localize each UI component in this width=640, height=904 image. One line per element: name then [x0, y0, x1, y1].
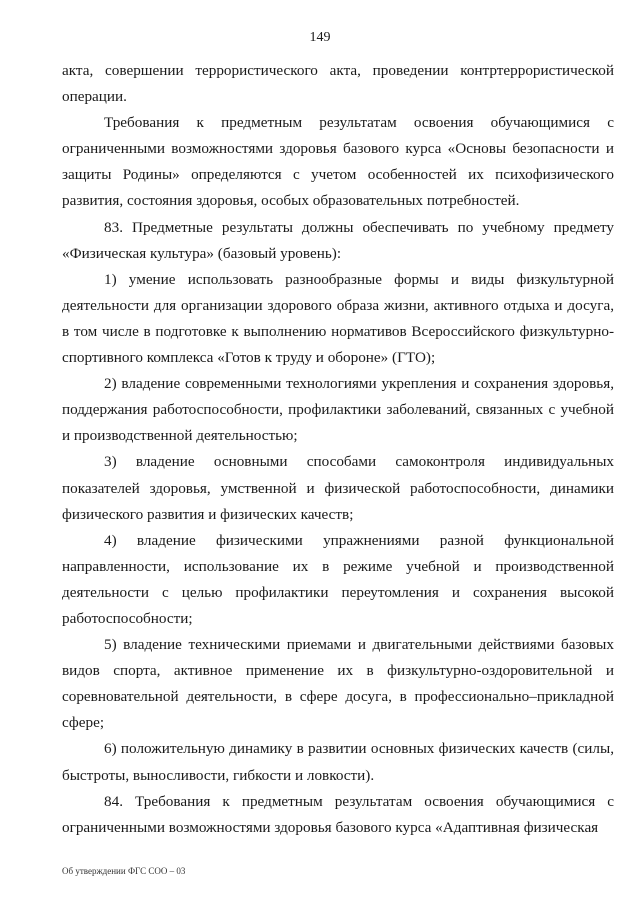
document-body — [62, 58, 614, 841]
list-item-4: 4) владение физическими упражнениями разной функциональной направленности, использование их в режиме учебной и производственной деятельности с целью профилактики переутомления и сохранения высокой работоспособности; — [62, 531, 614, 627]
paragraph-requirements-obzr: Требования к предметным результатам освоения обучающимися с ограниченными возможностями здоровья базового курса «Основы безопасности и защиты Родины» определяются с учетом особенностей их психофизического развития, состояния здоровья, особых образовательных потребностей. — [62, 114, 614, 210]
list-item-3: 3) владение основными способами самоконтроля индивидуальных показателей здоровья, умственной и физической работоспособности, динамики физического развития и физических качеств; — [62, 453, 614, 523]
page-number: 149 — [309, 30, 331, 45]
paragraph-continuation: акта, совершении террористического акта, проведении контртеррористической операции. — [62, 62, 614, 106]
list-item-1: 1) умение использовать разнообразные формы и виды физкультурной деятельности для организации здорового образа жизни, активного отдыха и досуга, в том числе в подготовке к выполнению нормативов Всероссийского физкультурно-спортивного комплекса «Готов к труду и обороне» (ГТО); — [62, 270, 614, 367]
footer-note: Об утверждении ФГС СОО – 03 — [62, 866, 186, 876]
list-item-5: 5) владение техническими приемами и двигательными действиями базовых видов спорта, активное применение их в физкультурно-оздоровительной и соревновательной деятельности, в сфере досуга, в профессионально–прикладной сфере; — [62, 636, 614, 732]
list-item-6: 6) положительную динамику в развитии основных физических качеств (силы, быстроты, выносливости, гибкости и ловкости). — [62, 740, 614, 784]
paragraph-83: 83. Предметные результаты должны обеспечивать по учебному предмету «Физическая культура» (базовый уровень): — [62, 218, 614, 262]
paragraph-84: 84. Требования к предметным результатам освоения обучающимися с ограниченными возможностями здоровья базового курса «Адаптивная физическая — [62, 792, 614, 836]
list-item-2: 2) владение современными технологиями укрепления и сохранения здоровья, поддержания работоспособности, профилактики заболеваний, связанных с учебной и производственной деятельностью; — [62, 375, 614, 445]
